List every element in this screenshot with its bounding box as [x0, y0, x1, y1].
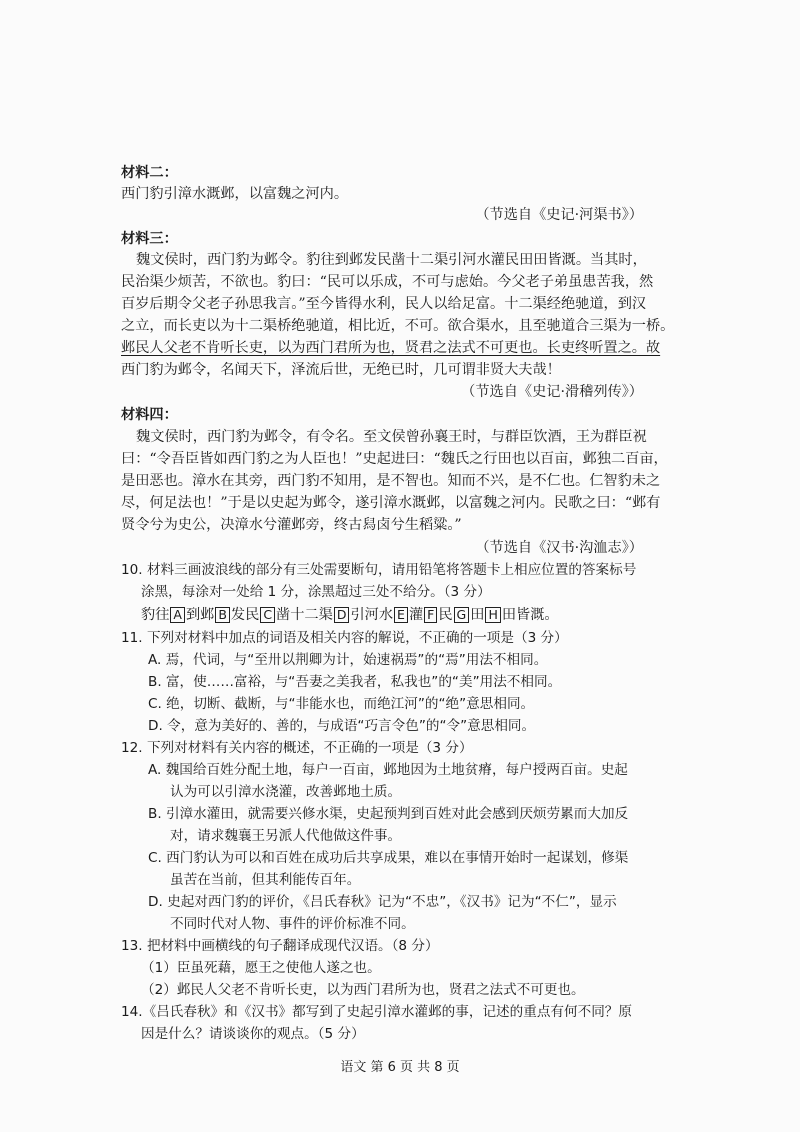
question-13-sentence-2: （2）邺民人父老不肯听长吏，以为西门君所为也，贤君之法式不可更也。 [141, 982, 585, 998]
material-3-source: （节选自《史记·滑稽列传》） [461, 384, 643, 400]
option-box-a[interactable]: A [170, 607, 185, 623]
question-12-option-a[interactable]: A. 魏国给百姓分配土地，每户一百亩，邺地因为土地贫瘠，每户授两百亩。史起 [148, 762, 628, 778]
material-3-line-2: 民治渠少烦苦，不欲也。豹曰：“民可以乐成，不可与虑始。今父老子弟虽患苦我，然 [121, 274, 654, 290]
option-box-h[interactable]: H [485, 607, 500, 623]
question-12-option-d[interactable]: D. 史起对西门豹的评价，《吕氏春秋》记为“不忠”，《汉书》记为“不仁”，显示 [148, 894, 617, 910]
question-13-stem: 13. 把材料中画横线的句子翻译成现代汉语。（8 分） [121, 938, 439, 954]
question-12-option-c[interactable]: C. 西门豹认为可以和百姓在成功后共享成果，难以在事情开始时一起谋划，修渠 [148, 850, 629, 866]
option-box-d[interactable]: D [334, 607, 350, 623]
option-box-b[interactable]: B [215, 607, 230, 623]
segment: 民 [438, 607, 453, 623]
question-12-option-b-cont: 对，请求魏襄王另派人代他做这件事。 [170, 828, 402, 844]
segment: 灌 [408, 607, 424, 623]
question-12-stem: 12. 下列对材料有关内容的概述，不正确的一项是（3 分） [121, 740, 473, 756]
material-2-source: （节选自《史记·河渠书》） [475, 207, 643, 223]
material-2-label: 材料二： [121, 165, 178, 181]
question-11-stem: 11. 下列对材料中加点的词语及相关内容的解说，不正确的一项是（3 分） [121, 630, 568, 646]
option-box-g[interactable]: G [454, 607, 470, 623]
question-12-option-d-cont: 不同时代对人物、事件的评价标准不同。 [170, 916, 415, 932]
question-14-line-1: 14.《吕氏春秋》和《汉书》都写到了史起引漳水灌邺的事，记述的重点有何不同？原 [121, 1004, 632, 1020]
question-12-option-b[interactable]: B. 引漳水灌田，就需要兴修水渠，史起预判到百姓对此会感到厌烦劳累而大加反 [148, 806, 629, 822]
material-3-line-6: 西门豹为邺令，名闻天下，泽流后世，无绝已时，几可谓非贤大夫哉！ [121, 362, 561, 378]
segment: 田皆溉。 [501, 607, 559, 623]
question-11-option-d[interactable]: D. 令，意为美好的、善的，与成语“巧言令色”的“令”意思相同。 [148, 718, 536, 734]
segment: 引河水 [350, 607, 394, 623]
material-2-text: 西门豹引漳水溉邺，以富魏之河内。 [121, 186, 349, 202]
segment: 发民 [230, 607, 260, 623]
material-4-label: 材料四： [121, 407, 178, 423]
material-3-line-3: 百岁后期令父老子孙思我言。”至今皆得水利，民人以给足富。十二渠经绝驰道，到汉 [121, 296, 647, 312]
question-13-sentence-1: （1）臣虽死藉，愿王之使他人遂之也。 [141, 960, 381, 976]
option-box-e[interactable]: E [394, 607, 408, 623]
question-11-option-b[interactable]: B. 富，使……富裕，与“吾妻之美我者，私我也”的“美”用法不相同。 [148, 674, 562, 690]
option-box-f[interactable]: F [424, 607, 437, 623]
question-10-answer-options [141, 605, 559, 625]
question-10-line-1: 10. 材料三画波浪线的部分有三处需要断句，请用铅笔将答题卡上相应位置的答案标号 [121, 562, 637, 578]
question-14-line-2: 因是什么？请谈谈你的观点。（5 分） [141, 1026, 365, 1042]
material-4-line-5: 贤令兮为史公，决漳水兮灌邺旁，终古舄卤兮生稻粱。” [121, 517, 462, 533]
question-12-option-c-cont: 虽苦在当前，但其利能传百年。 [170, 872, 361, 888]
material-3-label: 材料三： [121, 231, 178, 247]
material-3-line-4: 之立，而长吏以为十二渠桥绝驰道，相比近，不可。欲合渠水，且至驰道合三渠为一桥。 [121, 318, 675, 334]
segment: 凿十二渠 [276, 607, 333, 623]
option-box-c[interactable]: C [260, 607, 275, 623]
question-10-line-2: 涂黑，每涂对一处给 1 分，涂黑超过三处不给分。（3 分） [141, 584, 491, 600]
question-12-option-a-cont: 认为可以引漳水浇灌，改善邺地土质。 [170, 784, 402, 800]
material-4-line-3: 是田恶也。漳水在其旁，西门豹不知用，是不智也。知而不兴，是不仁也。仁智豹未之 [121, 473, 661, 489]
material-3-line-1: 魏文侯时，西门豹为邺令。豹往到邺发民凿十二渠引河水灌民田田皆溉。当其时， [136, 252, 647, 268]
segment: 豹往 [141, 607, 170, 623]
material-4-source: （节选自《汉书·沟洫志》） [475, 540, 643, 556]
question-11-option-c[interactable]: C. 绝，切断、截断，与“非能水也，而绝江河”的“绝”意思相同。 [148, 696, 535, 712]
material-3-line-5: 邺民人父老不肯听长吏，以为西门君所为也，贤君之法式不可更也。长吏终听置之。故 [121, 340, 661, 356]
page-footer: 语文 第 6 页 共 8 页 [340, 1060, 460, 1075]
material-4-line-2: 曰：“令吾臣皆如西门豹之为人臣也！”史起进曰：“魏氏之行田也以百亩，邺独二百亩， [121, 451, 668, 467]
material-4-line-1: 魏文侯时，西门豹为邺令，有令名。至文侯曾孙襄王时，与群臣饮酒，王为群臣祝 [136, 429, 647, 445]
segment: 到邺 [185, 607, 215, 623]
segment: 田 [470, 607, 485, 623]
question-11-option-a[interactable]: A. 焉，代词，与“至卅以荆卿为计，始速祸焉”的“焉”用法不相同。 [148, 652, 548, 668]
material-4-line-4: 尽，何足法也！”于是以史起为邺令，遂引漳水溉邺，以富魏之河内。民歌之曰：“邺有 [121, 495, 661, 511]
